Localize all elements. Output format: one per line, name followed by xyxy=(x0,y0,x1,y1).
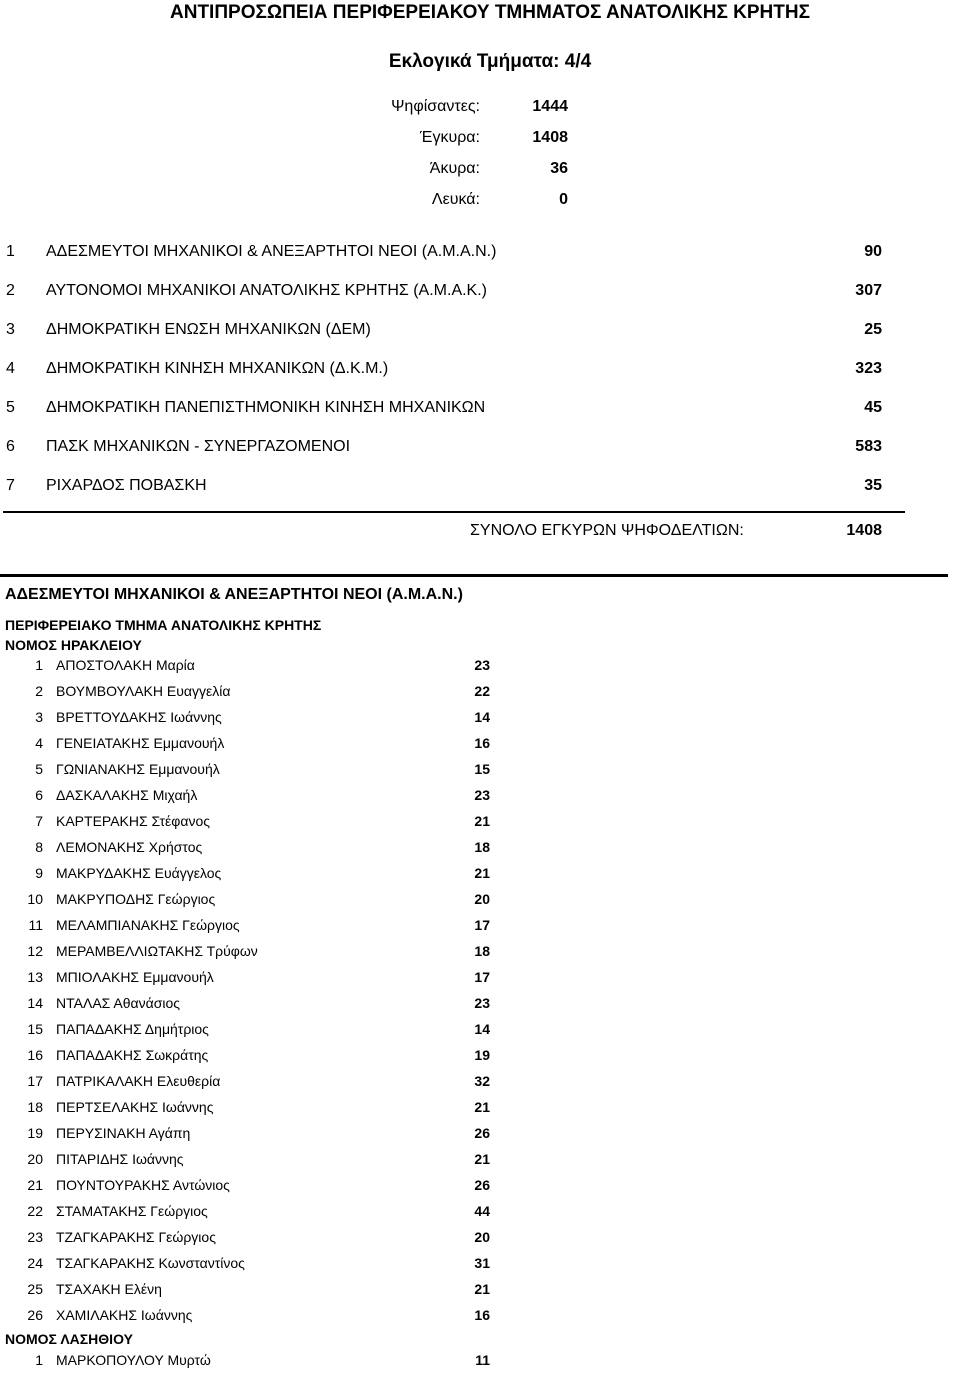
candidate-number: 2 xyxy=(35,683,43,699)
candidate-number: 10 xyxy=(27,891,43,907)
candidate-number: 5 xyxy=(35,761,43,777)
candidate-row xyxy=(0,891,520,911)
candidate-votes: 26 xyxy=(474,1177,490,1193)
candidate-name: ΚΑΡΤΕΡΑΚΗΣ Στέφανος xyxy=(56,813,210,829)
party-row xyxy=(0,282,960,304)
candidate-votes: 14 xyxy=(474,1021,490,1037)
candidate-votes: 23 xyxy=(474,787,490,803)
candidate-number: 25 xyxy=(27,1281,43,1297)
candidate-number: 21 xyxy=(27,1177,43,1193)
candidate-number: 6 xyxy=(35,787,43,803)
candidate-row xyxy=(0,995,520,1015)
candidate-name: ΠΙΤΑΡΙΔΗΣ Ιωάννης xyxy=(56,1151,184,1167)
candidate-votes: 17 xyxy=(474,917,490,933)
candidate-number: 23 xyxy=(27,1229,43,1245)
candidate-name: ΜΕΡΑΜΒΕΛΛΙΩΤΑΚΗΣ Τρύφων xyxy=(56,943,258,959)
candidate-number: 19 xyxy=(27,1125,43,1141)
party-name: ΠΑΣΚ ΜΗΧΑΝΙΚΩΝ - ΣΥΝΕΡΓΑΖΟΜΕΝΟΙ xyxy=(46,438,351,455)
party-number: 5 xyxy=(6,399,15,416)
candidate-row xyxy=(0,1177,520,1197)
candidate-row xyxy=(0,1352,520,1372)
candidate-name: ΓΩΝΙΑΝΑΚΗΣ Εμμανουήλ xyxy=(56,761,220,777)
stat-invalid xyxy=(0,160,960,180)
candidate-name: ΜΑΡΚΟΠΟΥΛΟΥ Μυρτώ xyxy=(56,1352,211,1368)
stat-blank xyxy=(0,191,960,211)
candidate-votes: 21 xyxy=(474,865,490,881)
party-votes: 583 xyxy=(855,438,882,455)
candidate-number: 11 xyxy=(28,917,43,933)
party-number: 4 xyxy=(6,360,15,377)
candidates-party-heading: ΑΔΕΣΜΕΥΤΟΙ ΜΗΧΑΝΙΚΟΙ & ΑΝΕΞΑΡΤΗΤΟΙ ΝΕΟΙ (Α.Μ.Α.Ν.) xyxy=(5,586,463,603)
party-name: ΑΔΕΣΜΕΥΤΟΙ ΜΗΧΑΝΙΚΟΙ & ΑΝΕΞΑΡΤΗΤΟΙ ΝΕΟΙ (Α.Μ.Α.Ν.) xyxy=(46,243,497,260)
candidate-number: 22 xyxy=(27,1203,43,1219)
candidate-votes: 31 xyxy=(474,1255,490,1271)
candidate-number: 18 xyxy=(27,1099,43,1115)
candidate-row xyxy=(0,761,520,781)
candidate-number: 3 xyxy=(35,709,43,725)
candidate-votes: 11 xyxy=(475,1352,490,1368)
candidate-name: ΠΕΡΤΣΕΛΑΚΗΣ Ιωάννης xyxy=(56,1099,214,1115)
total-value: 1408 xyxy=(846,522,882,539)
candidate-number: 4 xyxy=(35,735,43,751)
party-number: 6 xyxy=(6,438,15,455)
candidate-name: ΤΖΑΓΚΑΡΑΚΗΣ Γεώργιος xyxy=(56,1229,216,1245)
stat-valid xyxy=(0,129,960,149)
candidate-name: ΜΠΙΟΛΑΚΗΣ Εμμανουήλ xyxy=(56,969,214,985)
candidate-row xyxy=(0,865,520,885)
candidate-votes: 22 xyxy=(474,683,490,699)
party-votes: 25 xyxy=(864,321,882,338)
party-name: ΔΗΜΟΚΡΑΤΙΚΗ ΚΙΝΗΣΗ ΜΗΧΑΝΙΚΩΝ (Δ.Κ.Μ.) xyxy=(46,360,389,377)
stat-label: Άκυρα: xyxy=(429,160,480,177)
stat-label: Έγκυρα: xyxy=(419,129,480,146)
candidate-row xyxy=(0,943,520,963)
party-row xyxy=(0,243,960,265)
candidate-name: ΠΑΠΑΔΑΚΗΣ Σωκράτης xyxy=(56,1047,209,1063)
candidate-row xyxy=(0,683,520,703)
party-name: ΡΙΧΑΡΔΟΣ ΠΟΒΑΣΚΗ xyxy=(46,477,207,494)
candidate-number: 24 xyxy=(27,1255,43,1271)
candidate-votes: 21 xyxy=(474,1099,490,1115)
candidate-row xyxy=(0,709,520,729)
party-row xyxy=(0,399,960,421)
total-row xyxy=(0,522,960,544)
candidate-name: ΜΑΚΡΥΠΟΔΗΣ Γεώργιος xyxy=(56,891,216,907)
party-votes: 307 xyxy=(855,282,882,299)
candidate-number: 1 xyxy=(35,657,43,673)
candidate-votes: 14 xyxy=(474,709,490,725)
candidate-votes: 26 xyxy=(474,1125,490,1141)
party-number: 3 xyxy=(6,321,15,338)
candidate-votes: 15 xyxy=(474,761,490,777)
candidate-name: ΑΠΟΣΤΟΛΑΚΗ Μαρία xyxy=(56,657,195,673)
candidate-row xyxy=(0,1203,520,1223)
candidate-row xyxy=(0,1021,520,1041)
candidate-row xyxy=(0,1151,520,1171)
candidate-name: ΔΑΣΚΑΛΑΚΗΣ Μιχαήλ xyxy=(56,787,198,803)
candidate-name: ΓΕΝΕΙΑΤΑΚΗΣ Εμμανουήλ xyxy=(56,735,225,751)
candidate-number: 15 xyxy=(27,1021,43,1037)
candidate-name: ΠΕΡΥΣΙΝΑΚΗ Αγάπη xyxy=(56,1125,191,1141)
candidate-number: 13 xyxy=(27,969,43,985)
candidate-votes: 21 xyxy=(474,1151,490,1167)
candidate-row xyxy=(0,1125,520,1145)
candidate-name: ΠΟΥΝΤΟΥΡΑΚΗΣ Αντώνιος xyxy=(56,1177,230,1193)
party-name: ΑΥΤΟΝΟΜΟΙ ΜΗΧΑΝΙΚΟΙ ΑΝΑΤΟΛΙΚΗΣ ΚΡΗΤΗΣ (Α.Μ.Α.Κ.) xyxy=(46,282,487,299)
party-votes: 90 xyxy=(864,243,882,260)
candidate-name: ΠΑΤΡΙΚΑΛΑΚΗ Ελευθερία xyxy=(56,1073,221,1089)
candidate-votes: 20 xyxy=(474,1229,490,1245)
stat-value: 36 xyxy=(550,160,568,177)
candidate-votes: 21 xyxy=(474,813,490,829)
candidate-number: 26 xyxy=(27,1307,43,1323)
party-votes: 323 xyxy=(855,360,882,377)
candidate-row xyxy=(0,839,520,859)
candidate-row xyxy=(0,1099,520,1119)
party-row xyxy=(0,438,960,460)
candidate-number: 16 xyxy=(27,1047,43,1063)
divider xyxy=(0,574,948,577)
candidate-number: 17 xyxy=(27,1073,43,1089)
candidate-name: ΝΤΑΛΑΣ Αθανάσιος xyxy=(56,995,181,1011)
party-votes: 35 xyxy=(864,477,882,494)
candidate-votes: 44 xyxy=(474,1203,490,1219)
prefecture-heading: ΝΟΜΟΣ ΛΑΣΗΘΙΟΥ xyxy=(5,1331,133,1347)
stat-voters xyxy=(0,98,960,118)
candidate-row xyxy=(0,1229,520,1249)
candidate-votes: 18 xyxy=(474,943,490,959)
candidate-votes: 18 xyxy=(474,839,490,855)
party-number: 1 xyxy=(6,243,15,260)
party-row xyxy=(0,321,960,343)
candidate-name: ΤΣΑΧΑΚΗ Ελένη xyxy=(56,1281,162,1297)
stat-label: Λευκά: xyxy=(431,191,480,208)
stat-value: 1408 xyxy=(532,129,568,146)
stat-label: Ψηφίσαντες: xyxy=(391,98,480,115)
stat-value: 1444 xyxy=(532,98,568,115)
candidate-name: ΠΑΠΑΔΑΚΗΣ Δημήτριος xyxy=(56,1021,209,1037)
candidate-name: ΒΡΕΤΤΟΥΔΑΚΗΣ Ιωάννης xyxy=(56,709,222,725)
candidate-votes: 21 xyxy=(474,1281,490,1297)
candidate-votes: 23 xyxy=(474,657,490,673)
candidate-row xyxy=(0,969,520,989)
candidate-name: ΛΕΜΟΝΑΚΗΣ Χρήστος xyxy=(56,839,203,855)
party-row xyxy=(0,477,960,499)
party-number: 2 xyxy=(6,282,15,299)
prefecture-heading: ΝΟΜΟΣ ΗΡΑΚΛΕΙΟΥ xyxy=(5,637,142,653)
candidate-votes: 32 xyxy=(474,1073,490,1089)
page-subtitle: Εκλογικά Τμήματα: 4/4 xyxy=(388,51,592,72)
page-title: ΑΝΤΙΠΡΟΣΩΠΕΙΑ ΠΕΡΙΦΕΡΕΙΑΚΟΥ ΤΜΗΜΑΤΟΣ ΑΝΑΤΟΛΙΚΗΣ ΚΡΗΤΗΣ xyxy=(170,2,810,23)
candidate-number: 20 xyxy=(27,1151,43,1167)
party-name: ΔΗΜΟΚΡΑΤΙΚΗ ΠΑΝΕΠΙΣΤΗΜΟΝΙΚΗ ΚΙΝΗΣΗ ΜΗΧΑΝΙΚΩΝ xyxy=(46,399,486,416)
candidate-votes: 17 xyxy=(474,969,490,985)
total-label: ΣΥΝΟΛΟ ΕΓΚΥΡΩΝ ΨΗΦΟΔΕΛΤΙΩΝ: xyxy=(470,522,744,539)
candidate-name: ΣΤΑΜΑΤΑΚΗΣ Γεώργιος xyxy=(56,1203,208,1219)
candidate-name: ΜΑΚΡΥΔΑΚΗΣ Ευάγγελος xyxy=(56,865,222,881)
candidate-number: 8 xyxy=(35,839,43,855)
candidate-name: ΤΣΑΓΚΑΡΑΚΗΣ Κωνσταντίνος xyxy=(56,1255,245,1271)
candidate-row xyxy=(0,1047,520,1067)
candidate-row xyxy=(0,787,520,807)
candidate-row xyxy=(0,657,520,677)
candidate-name: ΧΑΜΙΛΑΚΗΣ Ιωάννης xyxy=(56,1307,193,1323)
party-number: 7 xyxy=(6,477,15,494)
candidate-votes: 23 xyxy=(474,995,490,1011)
candidate-number: 7 xyxy=(35,813,43,829)
candidate-row xyxy=(0,1255,520,1275)
candidate-number: 9 xyxy=(35,865,43,881)
candidate-votes: 16 xyxy=(474,735,490,751)
divider xyxy=(3,511,905,513)
party-row xyxy=(0,360,960,382)
candidate-row xyxy=(0,1281,520,1301)
candidate-number: 12 xyxy=(27,943,43,959)
candidate-row xyxy=(0,917,520,937)
candidate-name: ΒΟΥΜΒΟΥΛΑΚΗ Ευαγγελία xyxy=(56,683,231,699)
candidate-number: 14 xyxy=(27,995,43,1011)
candidate-votes: 19 xyxy=(474,1047,490,1063)
candidate-row xyxy=(0,813,520,833)
candidate-number: 1 xyxy=(35,1352,43,1368)
region-heading: ΠΕΡΙΦΕΡΕΙΑΚΟ ΤΜΗΜΑ ΑΝΑΤΟΛΙΚΗΣ ΚΡΗΤΗΣ xyxy=(5,617,322,633)
stat-value: 0 xyxy=(559,191,568,208)
candidate-row xyxy=(0,1307,520,1327)
candidate-name: ΜΕΛΑΜΠΙΑΝΑΚΗΣ Γεώργιος xyxy=(56,917,240,933)
candidate-votes: 20 xyxy=(474,891,490,907)
party-votes: 45 xyxy=(864,399,882,416)
candidate-row xyxy=(0,735,520,755)
candidate-votes: 16 xyxy=(474,1307,490,1323)
party-name: ΔΗΜΟΚΡΑΤΙΚΗ ΕΝΩΣΗ ΜΗΧΑΝΙΚΩΝ (ΔΕΜ) xyxy=(46,321,371,338)
candidate-row xyxy=(0,1073,520,1093)
